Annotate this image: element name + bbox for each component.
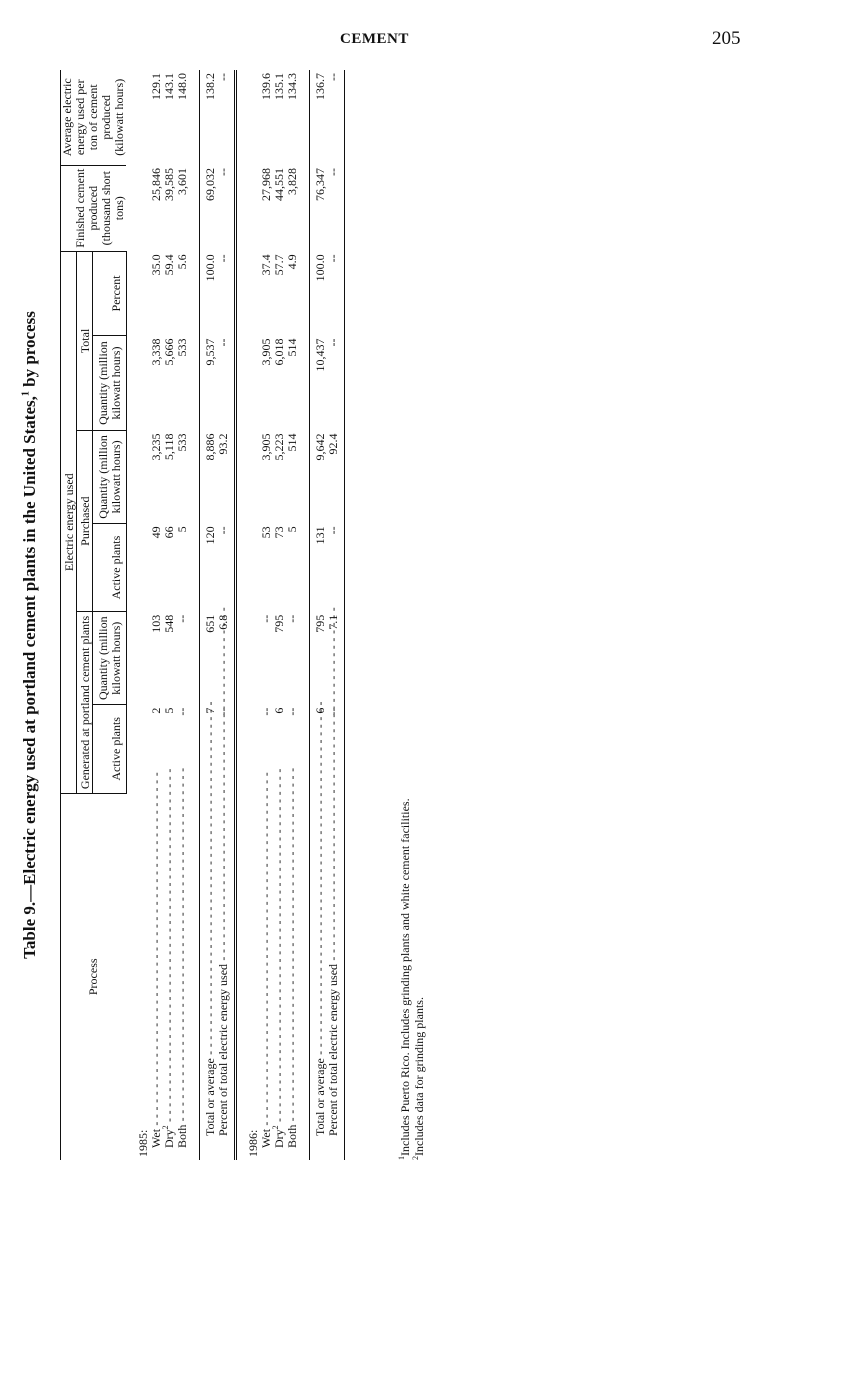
table-cell: 69,032: [199, 165, 217, 251]
table-cell: 5: [161, 707, 176, 714]
table-cell: 134.3: [284, 73, 299, 100]
table-cell: --: [215, 526, 230, 535]
table-cell: --: [215, 707, 230, 716]
table-cell: 138.2: [199, 70, 217, 165]
table-cell: 533: [174, 433, 189, 452]
table-cell: 7.1: [325, 614, 340, 630]
table-row: [217, 70, 230, 1160]
header-purchased: Purchased: [76, 431, 92, 612]
table-cell: --: [215, 168, 230, 177]
table-cell: 100.0: [309, 251, 327, 335]
table-cell: 25,846: [148, 168, 163, 202]
table-cell: 57.7: [271, 254, 286, 276]
table-cell: --: [215, 254, 230, 263]
table-cell: 27,968: [258, 168, 273, 202]
table-cell: 59.4: [161, 254, 176, 276]
table-cell: 3,905: [258, 338, 273, 366]
table-cell: --: [215, 73, 230, 81]
table-cell: 6: [309, 705, 327, 793]
table-cell: --: [284, 614, 299, 623]
table-cell: 3,338: [148, 338, 163, 366]
table-cell: 92.4: [325, 433, 340, 455]
table-cell: 6: [271, 707, 286, 714]
table-cell: 10,437: [309, 336, 327, 431]
row-label: Total or average - - -: [199, 793, 217, 1160]
table-cell: 37.4: [258, 254, 273, 276]
table-cell: 3,235: [148, 433, 163, 461]
header-purchased-active-plants: Active plants: [92, 523, 126, 611]
table-cell: 100.0: [199, 251, 217, 335]
header-total-quantity: Quantity (million kilowatt hours): [92, 336, 126, 431]
table-cell: 2: [148, 707, 163, 714]
table-cell: 3,905: [258, 433, 273, 461]
row-label: Total or average - - -: [309, 793, 327, 1160]
footnotes: [398, 160, 426, 1160]
header-total-percent: Percent: [92, 251, 126, 335]
header-generated-active-plants: Active plants: [92, 705, 126, 793]
table-cell: --: [258, 707, 273, 716]
row-label: Wet - - -: [260, 793, 273, 1160]
header-finished-cement: Finished cement produced (thousand short tons): [61, 165, 127, 251]
table-cell: 5: [174, 526, 189, 533]
table-cell: 548: [161, 614, 176, 633]
table-row: [309, 70, 327, 1160]
table-cell: 5,666: [161, 338, 176, 366]
table-cell: 533: [174, 338, 189, 357]
table-cell: --: [174, 707, 189, 716]
energy-table: [60, 70, 345, 1160]
rotated-table-block: [20, 70, 440, 1200]
table-cell: 35.0: [148, 254, 163, 276]
table-cell: 9,537: [199, 336, 217, 431]
table-cell: 5,223: [271, 433, 286, 461]
table-cell: --: [284, 707, 299, 716]
table-cell: --: [325, 168, 340, 177]
table-title-footnote-mark: 1: [20, 391, 32, 397]
table-cell: 6.8: [215, 614, 230, 630]
row-label: Percent of total electric energy used - - -: [327, 793, 340, 1160]
row-label: 1985:: [135, 1129, 150, 1157]
row-label: Both - - -: [286, 793, 299, 1160]
table-cell: 53: [258, 526, 273, 539]
table-cell: --: [325, 707, 340, 716]
table-cell: 93.2: [215, 433, 230, 455]
table-cell: 120: [199, 523, 217, 611]
table-cell: 148.0: [174, 73, 189, 100]
table-cell: 4.9: [284, 254, 299, 270]
table-cell: --: [325, 73, 340, 81]
table-row: [137, 70, 150, 1160]
table-cell: 795: [309, 612, 327, 705]
row-label: Wet - - -: [150, 793, 163, 1160]
table-cell: --: [215, 338, 230, 347]
table-cell: 143.1: [161, 73, 176, 100]
table-row: [286, 70, 299, 1160]
table-title-text: Table 9.—Electric energy used at portland cement plants in the United States,: [20, 396, 39, 959]
table-cell: --: [325, 526, 340, 535]
header-electric-energy-used: Electric energy used: [61, 251, 77, 793]
table-row: [260, 70, 273, 1160]
header-generated: Generated at portland cement plants: [76, 612, 92, 793]
table-cell: 135.1: [271, 73, 286, 100]
table-cell: 3,601: [174, 168, 189, 196]
row-label: Dry$^2$ - - -: [273, 793, 286, 1160]
header-average-energy: Average electric energy used per ton of cement produced (kilowatt hours): [61, 70, 127, 165]
table-cell: 7: [199, 705, 217, 793]
table-cell: 139.6: [258, 73, 273, 100]
running-title: CEMENT: [340, 31, 409, 47]
table-title: [20, 70, 40, 1200]
table-cell: --: [174, 614, 189, 623]
table-cell: 103: [148, 614, 163, 633]
footnote: $^1$Includes Puerto Rico. Includes grinding plants and white cement facilities.: [397, 798, 412, 1160]
header-generated-quantity: Quantity (million kilowatt hours): [92, 612, 126, 705]
table-cell: 44,551: [271, 168, 286, 202]
table-row: [199, 70, 217, 1160]
header-total: Total: [76, 251, 92, 430]
table-row: [327, 70, 340, 1160]
table-cell: 49: [148, 526, 163, 539]
table-cell: --: [325, 254, 340, 263]
table-cell: 3,828: [284, 168, 299, 196]
row-label: Percent of total electric energy used - - -: [217, 793, 230, 1160]
table-row: [247, 70, 260, 1160]
table-cell: --: [325, 338, 340, 347]
row-label: 1986:: [245, 1129, 260, 1157]
table-cell: 5: [284, 526, 299, 533]
table-row: [176, 70, 189, 1160]
page-number: 205: [712, 28, 741, 49]
table-cell: 6,018: [271, 338, 286, 366]
table-cell: 514: [284, 338, 299, 357]
header-purchased-quantity: Quantity (million kilowatt hours): [92, 431, 126, 524]
table-cell: 66: [161, 526, 176, 539]
table-cell: 9,642: [309, 431, 327, 524]
table-cell: 39,585: [161, 168, 176, 202]
table-cell: 8,886: [199, 431, 217, 524]
footnote: $^2$Includes data for grinding plants.: [411, 997, 426, 1160]
table-title-tail: by process: [20, 311, 39, 392]
table-cell: 131: [309, 523, 327, 611]
table-cell: 76,347: [309, 165, 327, 251]
table-cell: 514: [284, 433, 299, 452]
table-cell: 795: [271, 614, 286, 633]
table-row: [273, 70, 286, 1160]
table-cell: 651: [199, 612, 217, 705]
row-label: Dry$^2$ - - -: [163, 793, 176, 1160]
table-row: [150, 70, 163, 1160]
table-cell: 73: [271, 526, 286, 539]
table-row: [163, 70, 176, 1160]
table-cell: --: [258, 614, 273, 623]
table-cell: 5,118: [161, 433, 176, 461]
header-process: Process: [61, 793, 127, 1160]
table-cell: 5.6: [174, 254, 189, 270]
table-cell: 136.7: [309, 70, 327, 165]
table-cell: 129.1: [148, 73, 163, 100]
row-label: Both - - -: [176, 793, 189, 1160]
